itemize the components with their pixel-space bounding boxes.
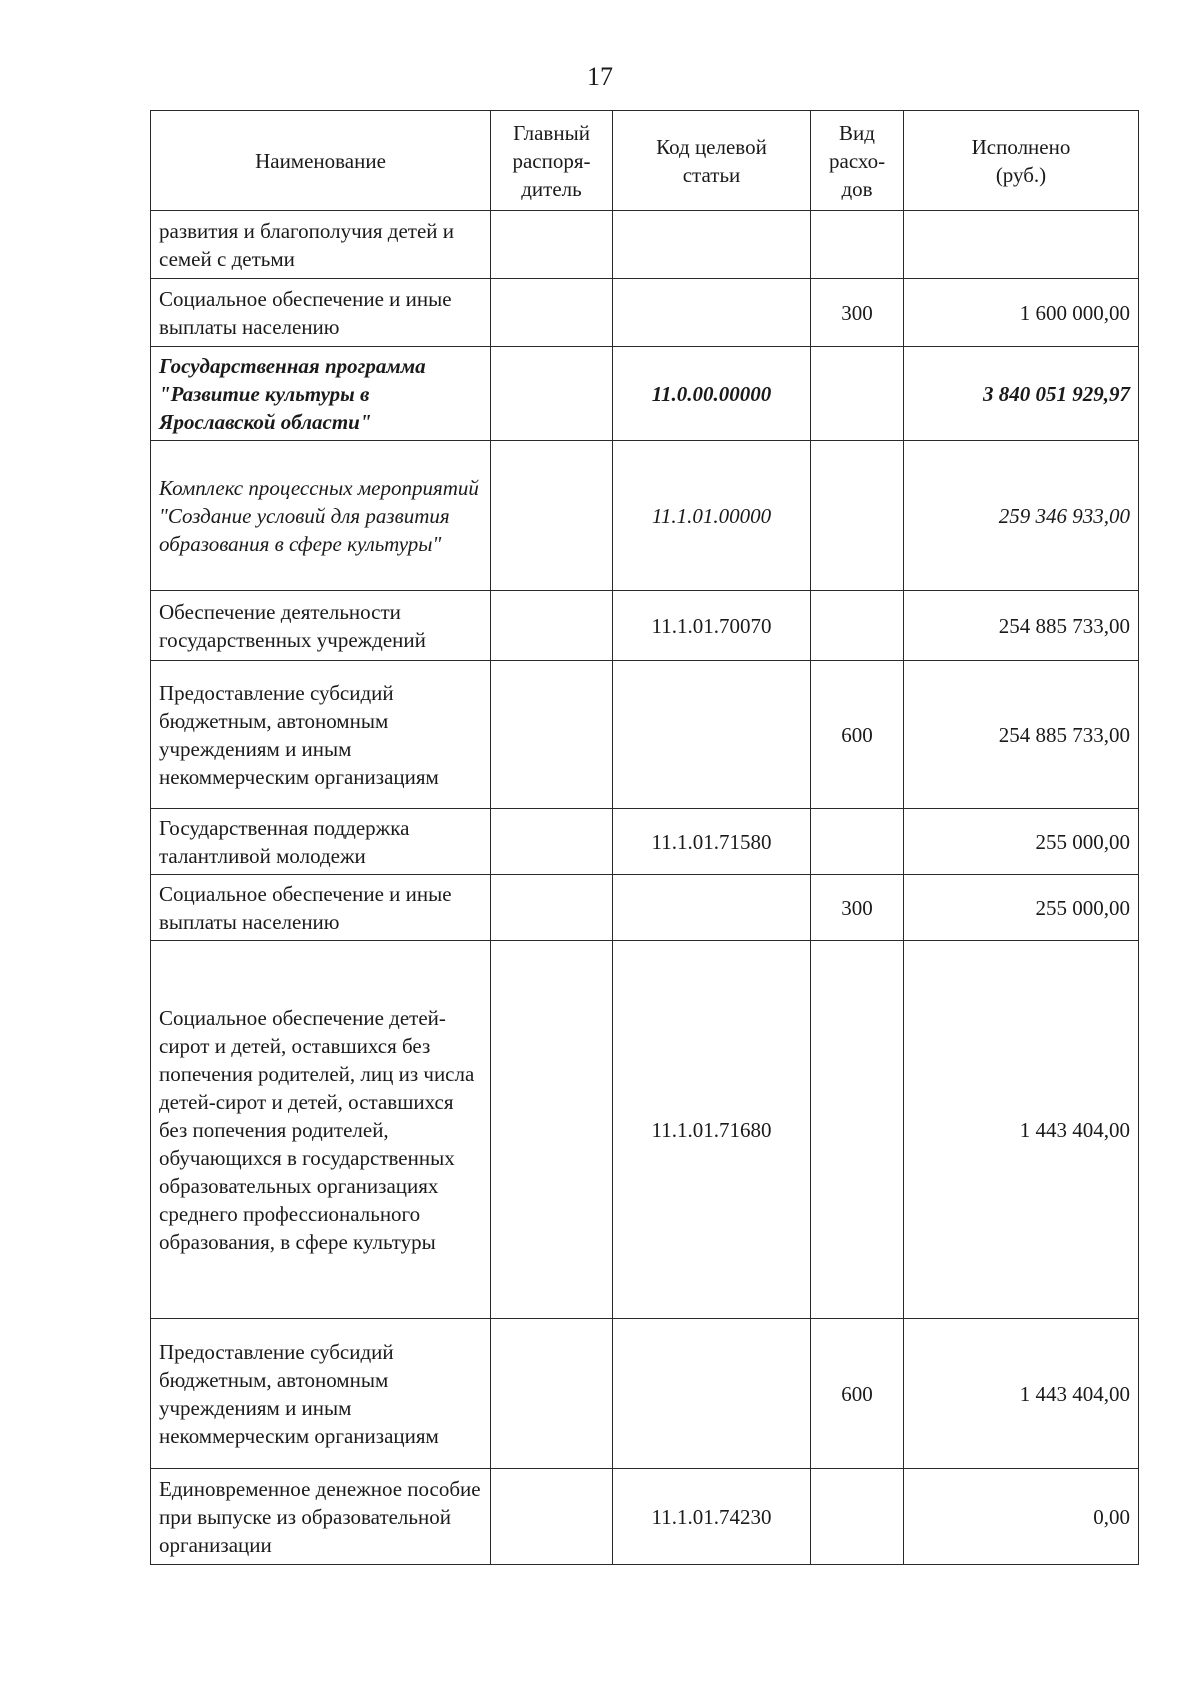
row-amount: 1 443 404,00: [904, 1319, 1139, 1469]
table-row: [151, 591, 1139, 661]
row-manager: [491, 875, 613, 941]
header-code: [613, 111, 811, 211]
row-amount: 255 000,00: [904, 809, 1139, 875]
row-manager: [491, 661, 613, 809]
table-row-program: [151, 347, 1139, 441]
row-amount: 254 885 733,00: [904, 661, 1139, 809]
row-amount: [904, 211, 1139, 279]
row-type: [811, 347, 904, 441]
row-amount: 259 346 933,00: [904, 441, 1139, 591]
row-name: Государственная поддержка талантливой молодежи: [151, 809, 491, 875]
table-row: [151, 211, 1139, 279]
table-row: [151, 1469, 1139, 1565]
row-code: 11.1.01.70070: [613, 591, 811, 661]
row-amount: 1 600 000,00: [904, 279, 1139, 347]
budget-table: [150, 110, 1139, 1565]
row-name: Социальное обеспечение и иные выплаты населению: [151, 279, 491, 347]
row-manager: [491, 211, 613, 279]
row-amount: 254 885 733,00: [904, 591, 1139, 661]
header-manager: [491, 111, 613, 211]
table-row: [151, 279, 1139, 347]
row-code: 11.1.01.71580: [613, 809, 811, 875]
table-row-complex: [151, 441, 1139, 591]
row-name: Социальное обеспечение детей-сирот и детей, оставшихся без попечения родителей, лиц из числа детей-сирот и детей, оставшихся без попечения родителей, обучающихся в государственных образовательных организациях среднего профессионального образования, в сфере культуры: [151, 941, 491, 1319]
row-code: [613, 875, 811, 941]
header-type-label: Вид расхо-дов: [829, 120, 886, 201]
row-amount: 255 000,00: [904, 875, 1139, 941]
row-name: Предоставление субсидий бюджетным, автономным учреждениям и иным некоммерческим организациям: [151, 1319, 491, 1469]
row-name: Обеспечение деятельности государственных учреждений: [151, 591, 491, 661]
row-name: Государственная программа "Развитие культуры в Ярославской области": [151, 347, 491, 441]
row-code: 11.1.01.00000: [613, 441, 811, 591]
table-row: [151, 809, 1139, 875]
table-row: [151, 875, 1139, 941]
header-code-label: Код целевой статьи: [656, 134, 767, 187]
row-amount: 1 443 404,00: [904, 941, 1139, 1319]
header-type: [811, 111, 904, 211]
row-code: [613, 279, 811, 347]
row-name: развития и благополучия детей и семей с детьми: [151, 211, 491, 279]
row-amount: 3 840 051 929,97: [904, 347, 1139, 441]
row-manager: [491, 441, 613, 591]
row-manager: [491, 941, 613, 1319]
row-name: Единовременное денежное пособие при выпуске из образовательной организации: [151, 1469, 491, 1565]
row-manager: [491, 809, 613, 875]
row-name: Комплекс процессных мероприятий "Создание условий для развития образования в сфере культуры": [151, 441, 491, 591]
row-manager: [491, 347, 613, 441]
page-number: 17: [587, 62, 613, 91]
table-row: [151, 661, 1139, 809]
row-type: 600: [811, 1319, 904, 1469]
row-type: 300: [811, 279, 904, 347]
row-type: [811, 809, 904, 875]
header-name: Наименование: [151, 111, 491, 211]
row-name: Социальное обеспечение и иные выплаты населению: [151, 875, 491, 941]
row-manager: [491, 1319, 613, 1469]
row-type: [811, 1469, 904, 1565]
row-code: 11.0.00.00000: [613, 347, 811, 441]
row-manager: [491, 1469, 613, 1565]
row-name: Предоставление субсидий бюджетным, автономным учреждениям и иным некоммерческим организациям: [151, 661, 491, 809]
row-code: [613, 211, 811, 279]
row-type: [811, 441, 904, 591]
row-type: [811, 211, 904, 279]
table-header-row: [151, 111, 1139, 211]
row-code: [613, 661, 811, 809]
row-amount: 0,00: [904, 1469, 1139, 1565]
row-type: 300: [811, 875, 904, 941]
row-manager: [491, 591, 613, 661]
row-type: [811, 591, 904, 661]
header-executed-label: Исполнено (руб.): [971, 134, 1071, 187]
row-code: [613, 1319, 811, 1469]
row-type: [811, 941, 904, 1319]
header-manager-label: Главный распоря-дитель: [512, 120, 591, 201]
row-code: 11.1.01.74230: [613, 1469, 811, 1565]
row-code: 11.1.01.71680: [613, 941, 811, 1319]
table-row: [151, 941, 1139, 1319]
table-row: [151, 1319, 1139, 1469]
row-manager: [491, 279, 613, 347]
header-executed: [904, 111, 1139, 211]
row-type: 600: [811, 661, 904, 809]
